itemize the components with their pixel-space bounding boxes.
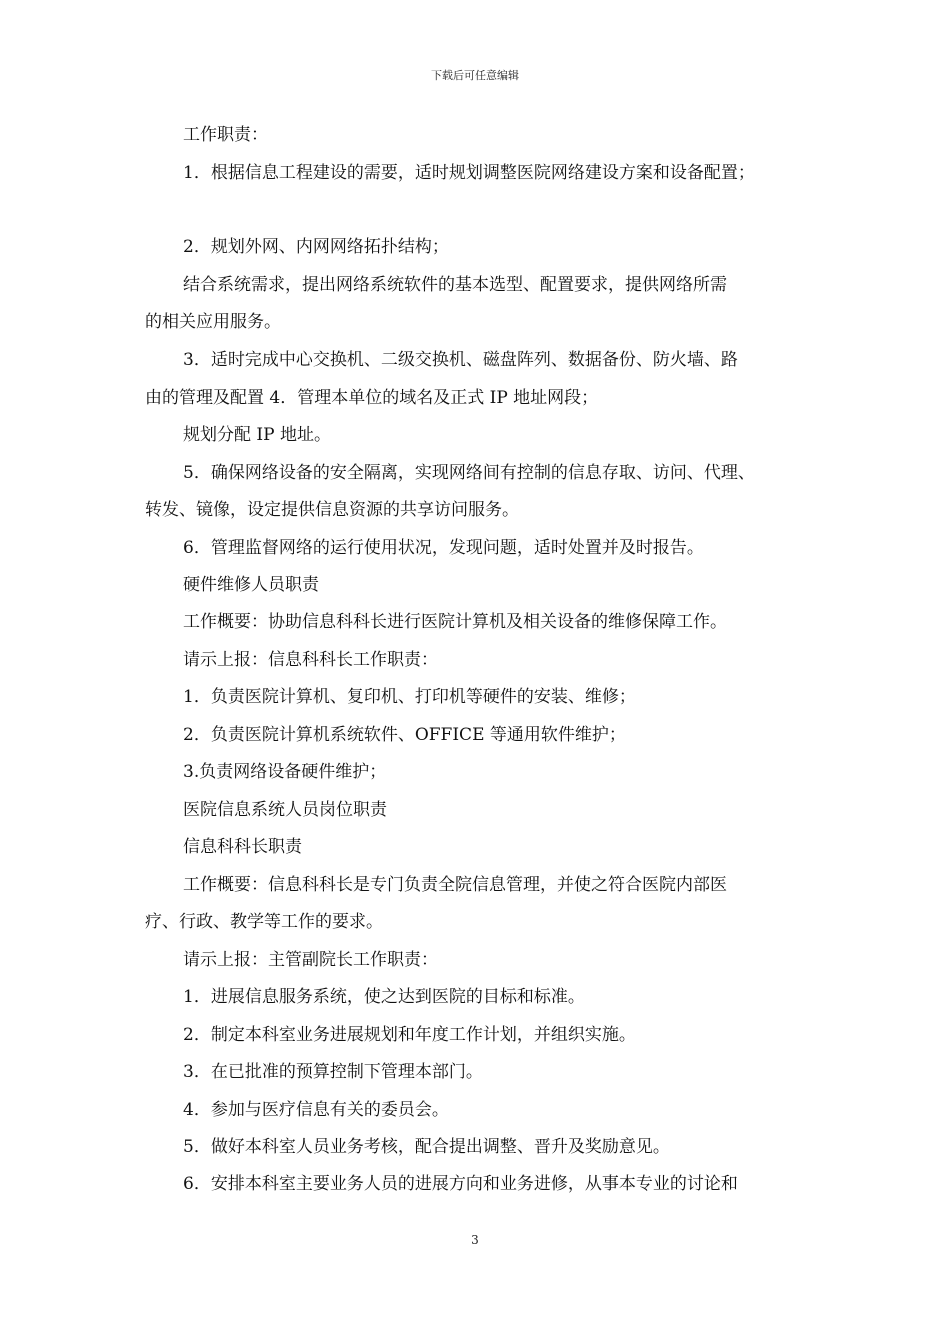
text-line: 2．规划外网、内网网络拓扑结构；: [183, 237, 449, 257]
text-line: 3．在已批准的预算控制下管理本部门。: [183, 1062, 483, 1082]
text-line: 1．进展信息服务系统，使之达到医院的目标和标准。: [183, 987, 585, 1007]
text-line: 转发、镜像，设定提供信息资源的共享访问服务。: [145, 500, 519, 520]
text-line: 请示上报：主管副院长工作职责：: [183, 950, 438, 970]
section-heading: 硬件维修人员职责: [183, 575, 319, 595]
text-line: 6．安排本科室主要业务人员的进展方向和业务进修，从事本专业的讨论和: [183, 1174, 738, 1194]
text-line: 工作职责：: [183, 125, 268, 145]
text-line: 1．根据信息工程建设的需要，适时规划调整医院网络建设方案和设备配置；: [183, 163, 755, 183]
text-line: 由的管理及配置 4．管理本单位的域名及正式 IP 地址网段；: [145, 388, 599, 408]
text-line: 5．确保网络设备的安全隔离，实现网络间有控制的信息存取、访问、代理、: [183, 463, 755, 483]
text-line: 请示上报：信息科科长工作职责：: [183, 650, 438, 670]
text-line: 的相关应用服务。: [145, 312, 281, 332]
section-heading: 信息科科长职责: [183, 837, 302, 857]
text-line: 4．参加与医疗信息有关的委员会。: [183, 1100, 449, 1120]
text-line: 3．适时完成中心交换机、二级交换机、磁盘阵列、数据备份、防火墙、路: [183, 350, 738, 370]
section-heading: 医院信息系统人员岗位职责: [183, 800, 387, 820]
text-line: 2．制定本科室业务进展规划和年度工作计划，并组织实施。: [183, 1025, 636, 1045]
text-line: 6．管理监督网络的运行使用状况，发现问题，适时处置并及时报告。: [183, 538, 704, 558]
text-line: 5．做好本科室人员业务考核，配合提出调整、晋升及奖励意见。: [183, 1137, 670, 1157]
text-line: 3.负责网络设备硬件维护；: [183, 762, 387, 782]
text-line: 疗、行政、教学等工作的要求。: [145, 912, 383, 932]
page-number: 3: [471, 1233, 479, 1247]
text-line: 工作概要：信息科科长是专门负责全院信息管理，并使之符合医院内部医: [183, 875, 727, 895]
page-header: 下载后可任意编辑: [431, 69, 519, 82]
text-line: 工作概要：协助信息科科长进行医院计算机及相关设备的维修保障工作。: [183, 612, 727, 632]
text-line: 2．负责医院计算机系统软件、OFFICE 等通用软件维护；: [183, 725, 626, 745]
text-line: 结合系统需求，提出网络系统软件的基本选型、配置要求，提供网络所需: [183, 275, 727, 295]
text-line: 规划分配 IP 地址。: [183, 425, 331, 445]
text-line: 1．负责医院计算机、复印机、打印机等硬件的安装、维修；: [183, 687, 636, 707]
